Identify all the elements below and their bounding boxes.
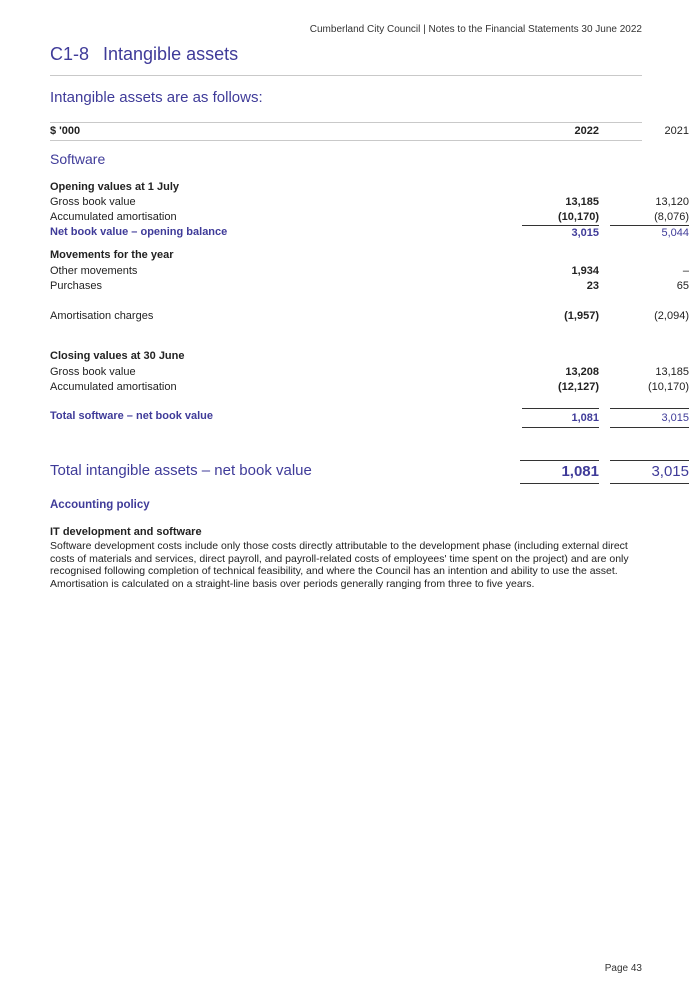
table-row xyxy=(50,365,689,380)
value-2021: 13,185 xyxy=(655,366,689,378)
row-label: Gross book value xyxy=(50,366,136,378)
page-title xyxy=(50,44,238,65)
table-row-total-intangible xyxy=(50,460,689,482)
row-label: Gross book value xyxy=(50,196,136,208)
table-header-rule xyxy=(50,140,642,141)
table-row-subtotal xyxy=(50,225,689,240)
value-2022: (1,957) xyxy=(564,310,599,322)
table-top-rule xyxy=(50,122,642,123)
table-row xyxy=(50,195,689,210)
value-2022: (12,127) xyxy=(558,381,599,393)
movements-heading xyxy=(50,248,642,263)
value-2022: 23 xyxy=(586,280,599,292)
value-2021: (10,170) xyxy=(648,381,689,393)
value-2022: 13,208 xyxy=(565,366,599,378)
table-column-header xyxy=(50,124,689,139)
column-2021-header: 2021 xyxy=(664,125,689,137)
closing-heading-label: Closing values at 30 June xyxy=(50,350,185,362)
title-divider xyxy=(50,75,642,76)
unit-label: $ '000 xyxy=(50,125,81,137)
value-2022: 1,081 xyxy=(522,408,599,428)
page-number: Page 43 xyxy=(604,963,642,974)
row-label: Accumulated amortisation xyxy=(50,381,177,393)
accounting-policy-heading: Accounting policy xyxy=(50,499,150,511)
policy-body: Software development costs include only those costs directly attributable to the development phase (including external direct costs of materials and services, direct payroll, and payroll-related costs of employees' time spent on the project) and are only recognised following completion of technical feasibility, and where the Council has an intention and ability to use the asset. Amortisation is calculated on a straight-line basis over periods generally ranging from three to five years. xyxy=(50,540,629,590)
table-row xyxy=(50,279,689,294)
table-row-total-software xyxy=(50,409,689,426)
value-2021: 3,015 xyxy=(610,460,689,484)
movements-heading-label: Movements for the year xyxy=(50,249,174,261)
section-title: Intangible assets xyxy=(103,44,239,64)
section-code: C1-8 xyxy=(50,44,90,64)
row-label: Net book value – opening balance xyxy=(50,226,228,238)
policy-subheading: IT development and software xyxy=(50,526,202,538)
value-2021: 65 xyxy=(676,280,689,292)
table-row xyxy=(50,380,689,395)
table-row xyxy=(50,264,689,279)
value-2021: (8,076) xyxy=(654,211,689,223)
opening-heading xyxy=(50,180,642,195)
row-label: Accumulated amortisation xyxy=(50,211,177,223)
table-row xyxy=(50,309,689,324)
row-label: Total intangible assets – net book value xyxy=(50,462,312,479)
column-2022-header: 2022 xyxy=(574,125,599,137)
value-2022: 13,185 xyxy=(565,196,599,208)
row-label: Amortisation charges xyxy=(50,310,154,322)
row-label: Other movements xyxy=(50,265,138,277)
value-2021: 3,015 xyxy=(610,408,689,428)
page-subtitle: Intangible assets are as follows: xyxy=(50,89,263,106)
row-label: Purchases xyxy=(50,280,102,292)
value-2021: 5,044 xyxy=(610,225,689,241)
value-2022: 3,015 xyxy=(522,225,599,241)
document-header: Cumberland City Council | Notes to the Financial Statements 30 June 2022 xyxy=(309,24,642,35)
value-2022: 1,081 xyxy=(520,460,599,484)
table-row xyxy=(50,210,689,225)
closing-heading xyxy=(50,349,642,364)
value-2022: (10,170) xyxy=(558,211,599,223)
section-heading-software: Software xyxy=(50,151,106,167)
value-2021: 13,120 xyxy=(655,196,689,208)
row-label: Total software – net book value xyxy=(50,410,213,422)
value-2022: 1,934 xyxy=(571,265,599,277)
value-2021: (2,094) xyxy=(654,310,689,322)
value-2021: – xyxy=(682,265,689,277)
opening-heading-label: Opening values at 1 July xyxy=(50,181,179,193)
